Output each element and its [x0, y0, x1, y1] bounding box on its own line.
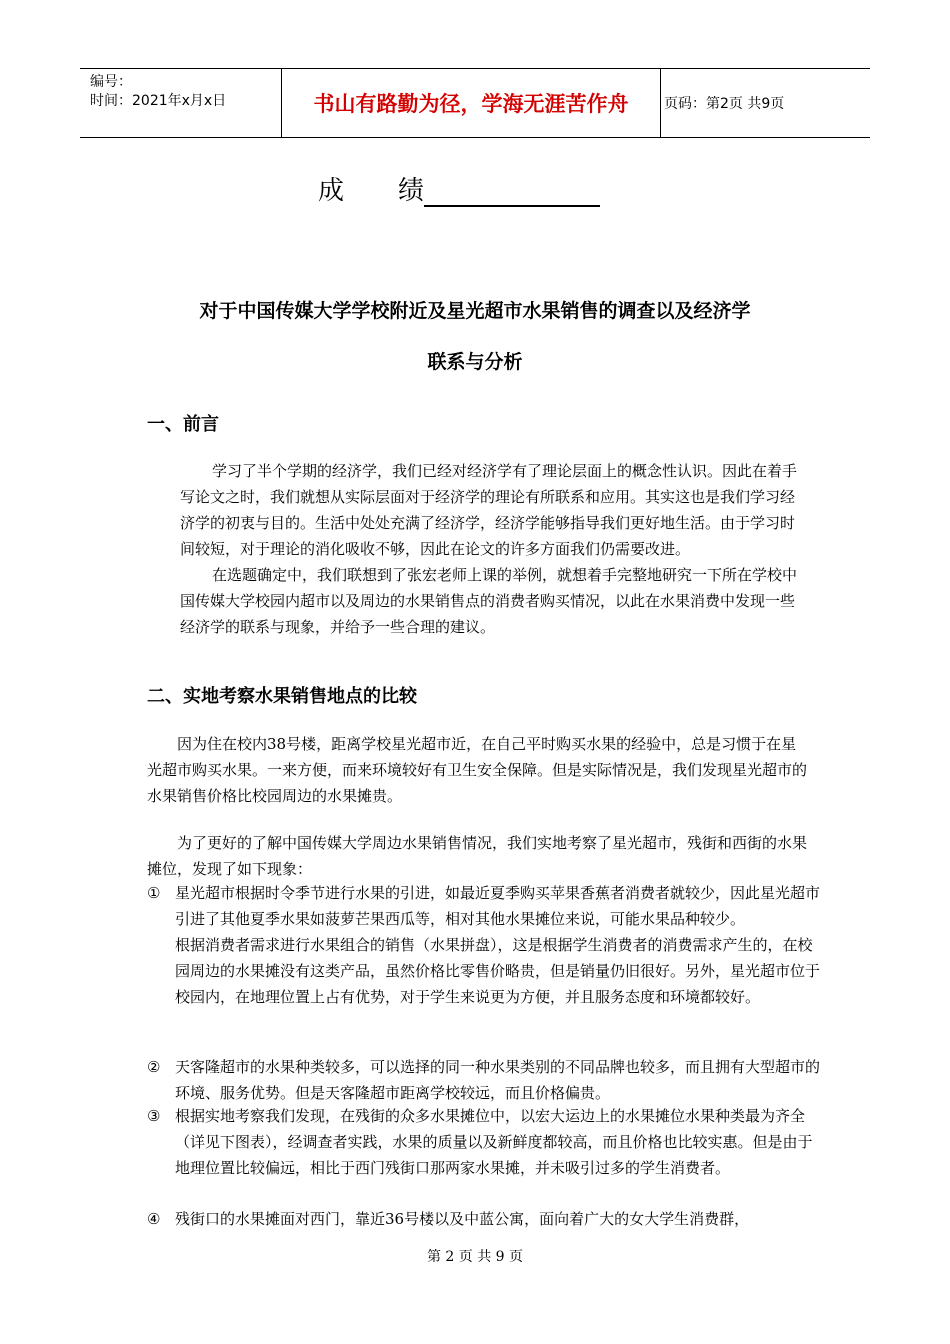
list-item-number: ②	[147, 1058, 161, 1076]
score-char-1: 成	[318, 176, 345, 206]
list-item-3	[147, 1103, 827, 1181]
section1-paragraph-2: 在选题确定中，我们联想到了张宏老师上课的举例，就想着手完整地研究一下所在学校中国传媒大学校园内超市以及周边的水果销售点的消费者购买情况，以此在水果消费中发现一些经济学的联系与现象，并给予一些合理的建议。	[180, 566, 798, 636]
section2-paragraph-1: 因为住在校内38号楼，距离学校星光超市近，在自己平时购买水果的经验中，总是习惯于在星光超市购买水果。一来方便，而来环境较好有卫生安全保障。但是实际情况是，我们发现星光超市的水果销售价格比校园周边的水果摊贵。	[147, 735, 808, 805]
section2-paragraph-2-block	[147, 830, 807, 882]
list-item-number: ①	[147, 884, 161, 902]
list-item-text-continued: 根据消费者需求进行水果组合的销售（水果拼盘），这是根据学生消费者的消费需求产生的，在校园周边的水果摊没有这类产品，虽然价格比零售价略贵，但是销量仍旧很好。另外，星光超市位于校园内，在地理位置上占有优势，对于学生来说更为方便，并且服务态度和环境都较好。	[175, 936, 821, 1006]
list-item-text: 天客隆超市的水果种类较多，可以选择的同一种水果类别的不同品牌也较多，而且拥有大型超市的环境、服务优势。但是天客隆超市距离学校较远，而且价格偏贵。	[175, 1058, 821, 1102]
header-motto: 书山有路勤为径，学海无涯苦作舟	[281, 69, 661, 137]
list-item-number: ③	[147, 1107, 161, 1125]
list-item-text: 根据实地考察我们发现，在残街的众多水果摊位中，以宏大运边上的水果摊位水果种类最为齐全（详见下图表），经调查者实践，水果的质量以及新鲜度都较高，而且价格也比较实惠。但是由于地理位置比较偏远，相比于西门残街口那两家水果摊，并未吸引过多的学生消费者。	[175, 1107, 813, 1177]
list-item-number: ④	[147, 1210, 161, 1228]
list-item-4	[147, 1206, 827, 1232]
header-meta-cell	[80, 69, 280, 137]
list-item-text: 星光超市根据时令季节进行水果的引进，如最近夏季购买苹果香蕉者消费者就较少，因此星光超市引进了其他夏季水果如菠萝芒果西瓜等，相对其他水果摊位来说，可能水果品种较少。	[175, 884, 821, 928]
list-item-2	[147, 1054, 827, 1106]
document-time-label: 时间：2021年x月x日	[90, 93, 227, 109]
page-header	[80, 68, 870, 138]
header-page-label: 页码：第2页 共9页	[664, 96, 785, 112]
section2-paragraph-2: 为了更好的了解中国传媒大学周边水果销售情况，我们实地考察了星光超市，残街和西街的水果摊位，发现了如下现象：	[147, 834, 808, 878]
document-title-line-2: 联系与分析	[427, 351, 523, 373]
section1-body	[180, 458, 804, 640]
section2-heading: 二、实地考察水果销售地点的比较	[147, 686, 417, 707]
score-blank	[424, 177, 600, 207]
score-char-2: 绩	[398, 176, 425, 206]
section1-heading: 一、前言	[147, 414, 219, 435]
section2-paragraph-1-block	[147, 731, 807, 809]
score-line	[318, 170, 600, 207]
document-number-label: 编号：	[90, 74, 132, 90]
page-footer: 第 2 页 共 9 页	[426, 1249, 524, 1265]
section1-paragraph-1: 学习了半个学期的经济学，我们已经对经济学有了理论层面上的概念性认识。因此在着手写论文之时，我们就想从实际层面对于经济学的理论有所联系和应用。其实这也是我们学习经济学的初衷与目的。生活中处处充满了经济学，经济学能够指导我们更好地生活。由于学习时间较短，对于理论的消化吸收不够，因此在论文的许多方面我们仍需要改进。	[180, 462, 798, 558]
list-item-text: 残街口的水果摊面对西门，靠近36号楼以及中蓝公寓，面向着广大的女大学生消费群，	[175, 1210, 750, 1228]
document-title-line-1: 对于中国传媒大学学校附近及星光超市水果销售的调查以及经济学	[199, 300, 751, 322]
list-item-1	[147, 880, 827, 1010]
